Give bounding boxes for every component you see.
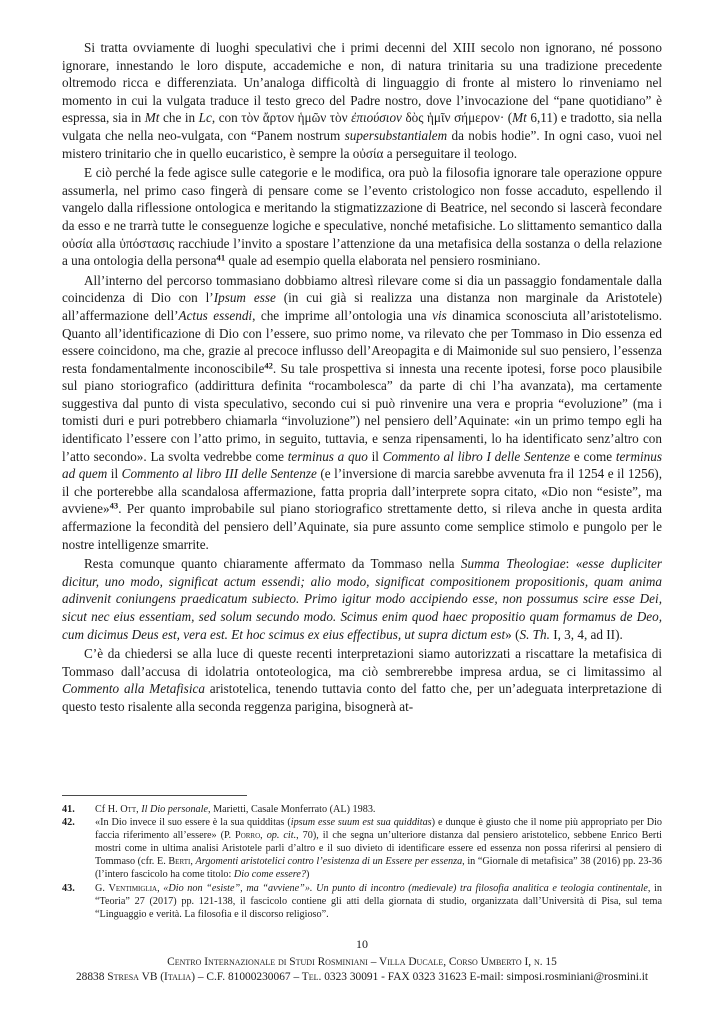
text-run: , che imprime all’ontologia una xyxy=(252,307,433,323)
text-run: C’è da chiedersi se alla luce di queste recenti interpretazioni siamo autorizzati a riscattare la metafisica di Tommaso dall’accusa di idolatria ontoteologica, ma ciò sembrerebbe impresa ardua, se ci limitassimo al xyxy=(62,646,662,679)
footer-address-line2 xyxy=(0,970,724,985)
text-run: E-mail: simposi.rosminiani@rosmini.it xyxy=(469,971,649,984)
text-run: Summa Theologiae xyxy=(460,556,566,572)
footer-address-line1 xyxy=(0,955,724,970)
text-run: Porro xyxy=(235,830,261,842)
text-run: il xyxy=(107,466,122,482)
text-run: op. cit. xyxy=(266,830,297,842)
text-run: che in xyxy=(159,110,199,126)
text-run: , Marietti, Casale Monferrato (AL) 1983. xyxy=(207,804,376,815)
text-run: . Su tale prospettiva si innesta una recente ipotesi, forse poco plausibile sul piano storiografico (addirittura definita “rocambolesca” da parte di chi l’ha avanzata), ma certamente suggestiva dal punto di vista speculativo, secondo cui si può rinvenire una vera e propria “evoluzione” (ma i tomisti duri e puri potrebbero chiamarla “involuzione”) nel pensiero dell’Aquinate: «in un primo tempo egli ha identificato l’essere con l’atto primo, in seguito, tuttavia, e senza ripensamenti, lo ha identificato senz’altro con l’atto secondo». La svolta vedrebbe come xyxy=(62,360,662,464)
text-run: G. xyxy=(95,882,109,894)
text-run: «In Dio invece il suo essere è la sua quidditas ( xyxy=(95,817,291,829)
text-run: ) xyxy=(305,869,310,881)
text-run: e come xyxy=(570,448,616,464)
text-run: esse dupliciter dicitur, uno modo, significat actum essendi; alio modo, significat compositionem propositionis, quam anima adinvenit coniungens praedicatum subiecto. Primo igitur modo accipiendo esse, non possumus scire esse Dei, sicut nec eius essentiam, sed solum secundo modo. Scimus enim quod haec propositio quam formamus de Deo, cum dicimus Deus est, vera est. Et hoc scimus ex eius effectibus, ut supra dictum est xyxy=(62,556,662,642)
text-run: «Dio non “esiste”, ma “avviene”». Un punto di incontro (medievale) tra filosofia analitica e teologia continentale xyxy=(163,882,648,894)
text-run: Mt xyxy=(144,110,160,126)
text-run: , con τὸν ἄρτον ἡμῶν τὸν xyxy=(211,110,352,126)
text-run: Ipsum esse xyxy=(213,290,276,306)
footnote-separator xyxy=(62,795,247,796)
footnote xyxy=(62,816,662,881)
text-run: Resta comunque quanto chiaramente affermato da Tommaso nella xyxy=(84,556,461,572)
text-run: Il Dio personale xyxy=(141,804,208,815)
paragraph xyxy=(62,272,662,554)
footnote xyxy=(62,882,662,921)
text-run: Actus essendi xyxy=(178,307,253,323)
paragraph xyxy=(62,645,662,715)
footnote-ref: 43 xyxy=(109,500,119,511)
text-run: Commento al libro I delle Sentenze xyxy=(382,448,571,464)
text-run: Lc xyxy=(198,110,212,126)
text-run: All’interno del percorso tommasiano dobbiamo altresì rilevare come si dia un passaggio fondamentale dalla coincidenza di Dio con l’ xyxy=(62,272,662,306)
text-run: S. Th. xyxy=(519,626,550,642)
text-run: , xyxy=(260,830,267,842)
text-run: Dio come essere? xyxy=(233,869,306,881)
text-run: terminus ad quem xyxy=(62,448,662,482)
text-run: , xyxy=(136,804,142,815)
text-run: ἐπιούσιον xyxy=(351,110,402,126)
text-run: ) e dunque è giusto che il nome più appropriato per Dio faccia riferimento all’essere» (P. xyxy=(95,817,663,842)
text-run: 28838 Stresa VB (Italia) – C.F. 81000230067 – Tel. 0323 30091 - FAX 0323 31623 xyxy=(75,971,470,984)
footnote-text xyxy=(95,803,662,816)
text-run: , xyxy=(190,856,196,868)
text-run: , xyxy=(157,882,164,894)
text-run: Cf H. xyxy=(95,804,121,815)
paragraph xyxy=(62,164,662,270)
text-run: da nobis hodie”. In ogni caso, vuoi nel mistero trinitario che in quello eucaristico, è sempre la οὐσία a perseguitare il teologo. xyxy=(62,127,662,161)
text-run: Mt xyxy=(512,110,527,126)
page-number: 10 xyxy=(356,937,368,951)
text-run: Argomenti aristotelici contro l’esistenza di un Essere per essenza xyxy=(195,856,463,868)
footnote-ref: 42 xyxy=(264,360,273,371)
footnote xyxy=(62,803,662,816)
text-run: dinamica sconosciuta all’aristotelismo. Quanto all’identificazione di Dio con l’essere, suo primo nome, va rilevato che per Tommaso in Dio essenza ed essere coincidono, ma che, grazie al precoce influsso dell’Areopagita e di Maimonide sul suo pensiero, l’essenza resta fondamentalmente inconoscibile xyxy=(62,307,662,376)
text-run: Ventimiglia xyxy=(108,882,158,894)
text-run: E ciò perché la fede agisce sulle categorie e le modifica, ora può la filosofia ignorare tale operazione oppure assumerla, nel primo caso fingerà di pensare come se l’evento cristologico non fosse accaduto, espellendo il vangelo dalla riflessione ontologica e meritando la stigmatizzazione di Beatrice, nel secondo si lascerà fecondare da esso e ne trarrà tutte le conseguenze logiche e speculative, nonché metafisiche. Lo slittamento semantico dalla οὐσία alla ὑπόστασις racchiude l’invito a spostare l’attenzione da una metafisica della sostanza o della relazione a una ontologia della persona xyxy=(62,165,662,269)
text-run: Centro Internazionale di Studi Rosminiani – Villa Ducale, Corso Umberto I, n. 15 xyxy=(167,956,557,968)
text-run: quale ad esempio quella elaborata nel pensiero rosminiano. xyxy=(225,253,541,269)
text-run: , in “Giornale di metafisica” 38 (2016) pp. 23-36 (l’intero fascicolo ha come titolo: xyxy=(95,856,663,881)
text-run: 6,11) e tradotto, sia nella vulgata che nella neo-vulgata, con “Panem nostrum xyxy=(62,110,662,143)
text-run: I, 3, 4, ad II). xyxy=(549,626,623,642)
main-text xyxy=(62,39,662,797)
text-run: ipsum esse suum est sua quidditas xyxy=(290,817,432,829)
text-run: (in cui già si realizza una distanza non marginale da Aristotele) all’affermazione dell’ xyxy=(62,290,662,323)
text-run: Berti xyxy=(168,856,191,868)
text-run: terminus a quo xyxy=(287,448,368,464)
text-run: vis xyxy=(432,307,447,323)
text-run: » ( xyxy=(505,626,520,642)
footnote-text xyxy=(95,816,662,881)
paragraph xyxy=(62,39,662,162)
text-run: Commento al libro III delle Sentenze xyxy=(121,466,317,482)
text-run: , in “Teoria” 27 (2017) pp. 121-138, il fascicolo contiene gli atti della giornata di studio, organizzata dall’Università di Pisa, sul tema “Linguaggio e verità. La filosofia e il discorso religioso”. xyxy=(95,882,662,920)
text-run: supersubstantialem xyxy=(344,127,448,143)
paragraph xyxy=(62,555,662,643)
footnote-ref: 41 xyxy=(216,252,226,263)
text-run: (e l’inversione di marcia sarebbe avvenuta fra il 1254 e il 1256), il che porterebbe alla scandalosa affermazione, fatta propria dall’interprete sopra citato, «Dio non “esiste”, ma avviene» xyxy=(62,466,662,517)
footnote-area xyxy=(62,795,662,921)
text-run: . Per quanto improbabile sul piano storiografico strettamente detto, si rileva anche in questa ardita affermazione la fecondità del pensiero dell’Aquinate, sia pure assunto come semplice stimolo e pungolo per le nostre intelligenze smarrite. xyxy=(62,501,662,552)
footnote-number: 43. xyxy=(62,882,75,894)
text-run: δὸς ἡμῖν σήμερον· ( xyxy=(401,110,513,126)
footnote-text xyxy=(95,882,662,921)
text-run: Ott xyxy=(120,804,137,815)
text-run: Si tratta ovviamente di luoghi speculativi che i primi decenni del XIII secolo non ignorano, né possono ignorare, innestando le loro dispute, accademiche e non, di natura trinitaria su una tradizione precedente oltremodo ricca e differenziata. Un’analoga difficoltà di linguaggio di fronte al mistero lo rinveniamo nel momento in cui la vulgata traduce il testo greco del Padre nostro, dove l’invocazione del “pane quotidiano” è espressa, sia in xyxy=(62,40,662,126)
footnote-number: 42. xyxy=(62,817,75,829)
text-run: , 70), il che segna un’ulteriore distanza dal pensiero aristotelico, sebbene Enrico Berti mostri come in ultima analisi Aristotele parli d’altro e il suo divieto di identificare essere ed essenza non possa riferirsi al pensiero di Tommaso (cfr. E. xyxy=(95,830,662,868)
text-run: Commento alla Metafisica xyxy=(62,681,205,697)
footnotes-list xyxy=(62,803,662,921)
text-run: : « xyxy=(565,556,583,572)
page-footer xyxy=(0,937,724,986)
footnote-number: 41. xyxy=(62,804,75,815)
text-run: aristotelica, tenendo tuttavia conto del fatto che, per un’adeguata interpretazione di questo testo risalente alla seconda reggenza parigina, bisognerà at- xyxy=(62,681,662,714)
text-run: il xyxy=(367,448,383,464)
